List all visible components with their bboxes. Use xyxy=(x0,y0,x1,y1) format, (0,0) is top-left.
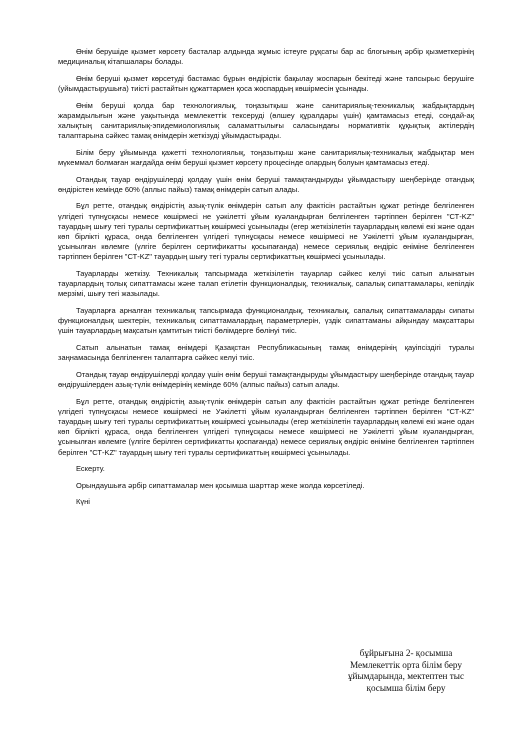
paragraph-goods-delivery: Тауарларды жеткізу. Техникалық тапсырмада жеткізілетін тауарлар сәйкес келуі тиіс сатып алынатын тауарлардың толық сипаттамасы және талап етілетін функционалдық, техникалық, сапалық сипаттамалары, кепілдік мерзімі, шығу тегі жазылады. xyxy=(58,269,474,299)
appendix-line: ұйымдарында, мектептен тыс xyxy=(347,671,465,682)
paragraph-technical-spec: Тауарларға арналған техникалық тапсырмада функционалдық, техникалық, сапалық сипаттамаларды сипаты функционалдық шектерін, техникалық сипаттамалардың параметрлерін, үздік сипаттаманы айқындау мақсаттары үшін тауарлардың мақсатын қамтитын тиісті бөлімдерге бөлінуі тиіс. xyxy=(58,306,474,336)
paragraph-medical-books: Өнім берушіде қызмет көрсету басталар алдында жұмыс істеуге рұқсаты бар ас блогының әрбір қызметкерінің медициналық кітапшалары болады. xyxy=(58,47,474,67)
paragraph-control-plan: Өнім беруші қызмет көрсетуді бастамас бұрын өндірістік бақылау жоспарын бекітеді және тапсырыс берушіге (уйымдастырушыға) тиісті растайтын құжаттармен қоса жоспардың көшірмесін ұсынады. xyxy=(58,73,474,93)
paragraph-equipment-provision: Білім беру ұйымында қажетті технологиялық, тоңазытқыш және санитариялық-техникалық жабдықтар мен мүкеммал болмаған жағдайда өнім беруші қызмет көрсету процесінде олардың болуын қамтамасыз етеді. xyxy=(58,147,474,167)
paragraph-ct-kz-certificate: Бұл ретте, отандық өндірістің азық-түлік өнімдерін сатып алу фактісін растайтын құжат ретінде белгіленген үлгідегі түпнұсқасы немесе көшірмесі не уәкілетті ұйым куәландырған белгіленген тәртіппен берілген "СТ-KZ" тауардың шығу тегі туралы сертификаттың көшірмесі ұсынылады (егер жеткізілетін тауарлардың көлемі екі және одан көп бірлікті құраса, онда белгіленген үлгідегі түпнұсқасы немесе көшірмесі не Уәкілетті ұйым куәландырған, ұсынылған көлемге (үлгіге берілген сертификатты қосыпағанда) немесе сериялық өндіріс өніміне белгіленген тәртіппен берілген "СТ-KZ" тауардың шығу тегі туралы сертификаттың көшірмесі ұсынылады. xyxy=(58,201,474,262)
paragraph-domestic-60: Отандық тауар өндірушілерді қолдау үшін өнім беруші тамақтандыруды ұйымдастыру шеңберінде отандық өндірістен кемінде 60% (аплыс пайыз) тамақ өнімдерін сатып алады. xyxy=(58,174,474,194)
appendix-line: Мемлекеттік орта білім беру xyxy=(350,659,462,670)
paragraph-equipment-check: Өнім беруші қолда бар технологиялық, тоңазытқыш және санитариялық-техникалық жабдықтардың жарамдылығын және уақытында мемлекеттік тексеруді (өлшеу құралдары үшін) қамтамасыз етеді, сондай-ақ халықтың санитариялық-эпидемиологиялық саламаттылығы саласындағы нормативтік құқықтық актілердің талаптарына сәйкес тамақ өнімдерін жеткізуді ұйымдастырады. xyxy=(58,100,474,141)
paragraph-note-heading: Ескерту. xyxy=(76,464,105,474)
paragraph-domestic-60-repeat: Отандық тауар өндірушілерді қолдау үшін өнім беруші тамақтандыруды ұйымдастыру шеңберінде отандық тауар өндірушілерден азық-түлік өнімдерінің кемінде 60% (алпыс пайыз) сатып алады. xyxy=(58,369,474,389)
document-body xyxy=(58,47,474,514)
paragraph-food-safety: Сатып алынатын тамақ өнімдері Қазақстан Республикасының тамақ өнімдерінің қауіпсіздігі туралы заңнамасында белгіленген талаптарға сәйкес келуі тиіс. xyxy=(58,343,474,363)
paragraph-note-text: Орындаушыға әрбір сипаттамалар мен қосымша шарттар жеке жолда көрсетіледі. xyxy=(76,480,365,490)
paragraph-ct-kz-certificate-repeat: Бұл ретте, отандық өндірістің азық-түлік өнімдерін сатып алу фактісін растайтын құжат ретінде белгіленген үлгідегі түпнұсқасы немесе көшірмесі не Уәкілетті ұйым куәландырған белгіленген тәртіппен берілген "СТ-KZ" тауардың шығу тегі туралы сертификаттың көшірмесі ұсынылады (егер жеткізілетін тауарлардың көлемі екі және одан көп бірлікті құраса, онда белгіленген үлгідегі түпнұсқасы немесе көшірмесі не Уәкілетті ұйым куәландырған, ұсынылған көлемге (үлгіге берілген сертификатты қоспағанда) немесе сериялық өндіріс өніміне белгіленген тәртіппен берілген "СТ-KZ" тауардың шығу тегі туралы сертификаттың көшірмесі ұсынылады. xyxy=(58,396,474,457)
appendix-line: бұйрығына 2- қосымша xyxy=(359,648,453,658)
appendix-note xyxy=(318,648,494,694)
paragraph-date: Күні xyxy=(76,497,90,507)
appendix-line: қосымша білім беру xyxy=(366,682,446,693)
